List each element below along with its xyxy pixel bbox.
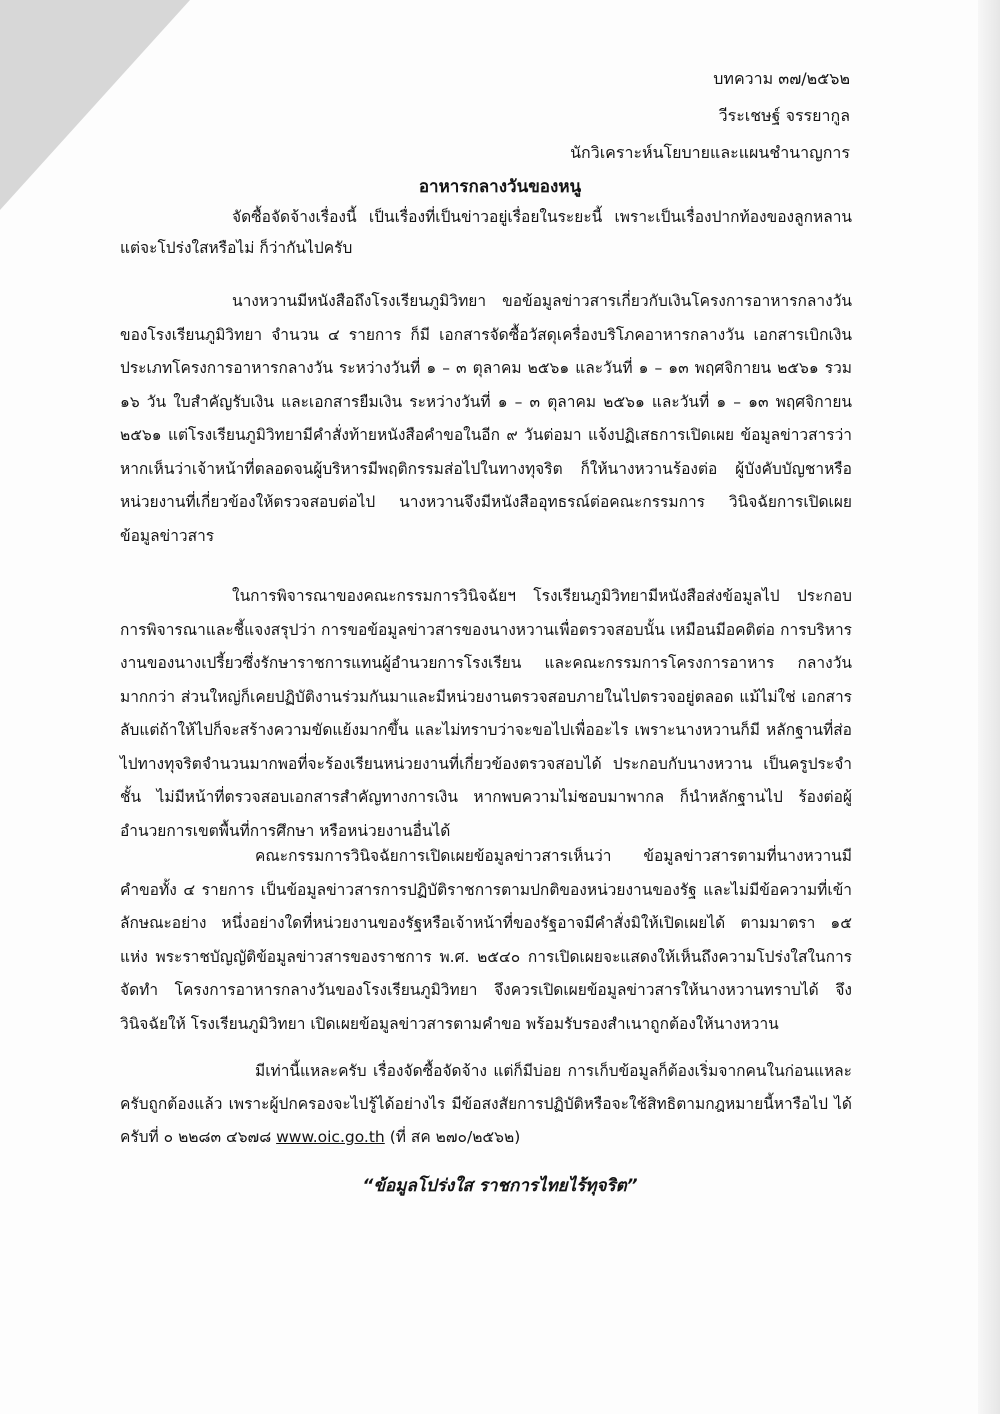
article-number: บทความ ๓๗/๒๕๖๒	[713, 69, 850, 88]
closing-text: มีเท่านี้แหละครับ เรื่องจัดซื้อจัดจ้าง แต่ก็มีบ่อย การเก็บข้อมูลก็ต้องเริ่มจากคนในก่อนแหละ ครับถูกต้องแล้ว เพราะผู้ปกครองจะไปรู้ได้อย่างไร มีข้อสงสัยการปฏิบัติหรือจะใช้สิทธิตามกฎหมายนี้หารือไป ได้ครับที่ ๐ ๒๒๘๓ ๔๖๗๘	[120, 1062, 852, 1146]
page-edge-shadow	[978, 0, 1000, 1414]
article-header	[570, 60, 850, 171]
website-link[interactable]: www.oic.go.th	[276, 1128, 385, 1146]
paragraph-intro: จัดซื้อจัดจ้างเรื่องนี้ เป็นเรื่องที่เป็นข่าวอยู่เรื่อยในระยะนี้ เพราะเป็นเรื่องปากท้องของลูกหลาน แต่จะโปร่งใสหรือไม่ ก็ว่ากันไปครับ	[120, 208, 852, 257]
paragraph-school-response: ในการพิจารณาของคณะกรรมการวินิจฉัยฯ โรงเรียนภูมิวิทยามีหนังสือส่งข้อมูลไป ประกอบการพิจารณาและชี้แจงสรุปว่า การขอข้อมูลข่าวสารของนางหวานเพื่อตรวจสอบนั้น เหมือนมีอคติต่อ การบริหารงานของนางเปรี้ยวซึ่งรักษาราชการแทนผู้อำนวยการโรงเรียน และคณะกรรมการโครงการอาหาร กลางวันมากกว่า ส่วนใหญ่ก็เคยปฏิบัติงานร่วมกันมาและมีหน่วยงานตรวจสอบภายในไปตรวจอยู่ตลอด แม้ไม่ใช่ เอกสารลับแต่ถ้าให้ไปก็จะสร้างความขัดแย้งมากขึ้น และไม่ทราบว่าจะขอไปเพื่ออะไร เพราะนางหวานก็มี หลักฐานที่ส่อไปทางทุจริตจำนวนมากพอที่จะร้องเรียนหน่วยงานที่เกี่ยวข้องตรวจสอบได้ ประกอบกับนางหวาน เป็นครูประจำชั้น ไม่มีหน้าที่ตรวจสอบเอกสารสำคัญทางการเงิน หากพบความไม่ชอบมาพากล ก็นำหลักฐานไป ร้องต่อผู้อำนวยการเขตพื้นที่การศึกษา หรือหน่วยงานอื่นได้	[120, 587, 852, 840]
slogan: “ข้อมูลโปร่งใส ราชการไทยไร้ทุจริต”	[362, 1176, 638, 1196]
reference-number: (ที่ สค ๒๗๐/๒๕๖๒)	[389, 1128, 521, 1146]
paragraph-committee-ruling: คณะกรรมการวินิจฉัยการเปิดเผยข้อมูลข่าวสารเห็นว่า ข้อมูลข่าวสารตามที่นางหวานมีคำขอทั้ง ๔ รายการ เป็นข้อมูลข่าวสารการปฏิบัติราชการตามปกติของหน่วยงานของรัฐ และไม่มีข้อความที่เข้าลักษณะอย่าง หนึ่งอย่างใดที่หน่วยงานของรัฐหรือเจ้าหน้าที่ของรัฐอาจมีคำสั่งมิให้เปิดเผยได้ ตามมาตรา ๑๕ แห่ง พระราชบัญญัติข้อมูลข่าวสารของราชการ พ.ศ. ๒๕๔๐ การเปิดเผยจะแสดงให้เห็นถึงความโปร่งใสในการจัดทำ โครงการอาหารกลางวันของโรงเรียนภูมิวิทยา จึงควรเปิดเผยข้อมูลข่าวสารให้นางหวานทราบได้ จึงวินิจฉัยให้ โรงเรียนภูมิวิทยา เปิดเผยข้อมูลข่าวสารตามคำขอ พร้อมรับรองสำเนาถูกต้องให้นางหวาน	[120, 847, 852, 1033]
paragraph-request: นางหวานมีหนังสือถึงโรงเรียนภูมิวิทยา ขอข้อมูลข่าวสารเกี่ยวกับเงินโครงการอาหารกลางวัน ของโรงเรียนภูมิวิทยา จำนวน ๔ รายการ ก็มี เอกสารจัดซื้อวัสดุเครื่องบริโภคอาหารกลางวัน เอกสารเบิกเงิน ประเภทโครงการอาหารกลางวัน ระหว่างวันที่ ๑ – ๓ ตุลาคม ๒๕๖๑ และวันที่ ๑ – ๑๓ พฤศจิกายน ๒๕๖๑ รวม ๑๖ วัน ใบสำคัญรับเงิน และเอกสารยืมเงิน ระหว่างวันที่ ๑ – ๓ ตุลาคม ๒๕๖๑ และวันที่ ๑ – ๑๓ พฤศจิกายน ๒๕๖๑ แต่โรงเรียนภูมิวิทยามีคำสั่งท้ายหนังสือคำขอในอีก ๙ วันต่อมา แจ้งปฏิเสธการเปิดเผย ข้อมูลข่าวสารว่า หากเห็นว่าเจ้าหน้าที่ตลอดจนผู้บริหารมีพฤติกรรมส่อไปในทางทุจริต ก็ให้นางหวานร้องต่อ ผู้บังคับบัญชาหรือหน่วยงานที่เกี่ยวข้องให้ตรวจสอบต่อไป นางหวานจึงมีหนังสืออุทธรณ์ต่อคณะกรรมการ วินิจฉัยการเปิดเผยข้อมูลข่าวสาร	[120, 292, 852, 545]
author-name: วีระเชษฐ์ จรรยากูล	[718, 106, 850, 125]
article-title: อาหารกลางวันของหนู	[418, 177, 582, 197]
author-position: นักวิเคราะห์นโยบายและแผนชำนาญการ	[570, 143, 850, 162]
paragraph-closing	[120, 1055, 852, 1154]
